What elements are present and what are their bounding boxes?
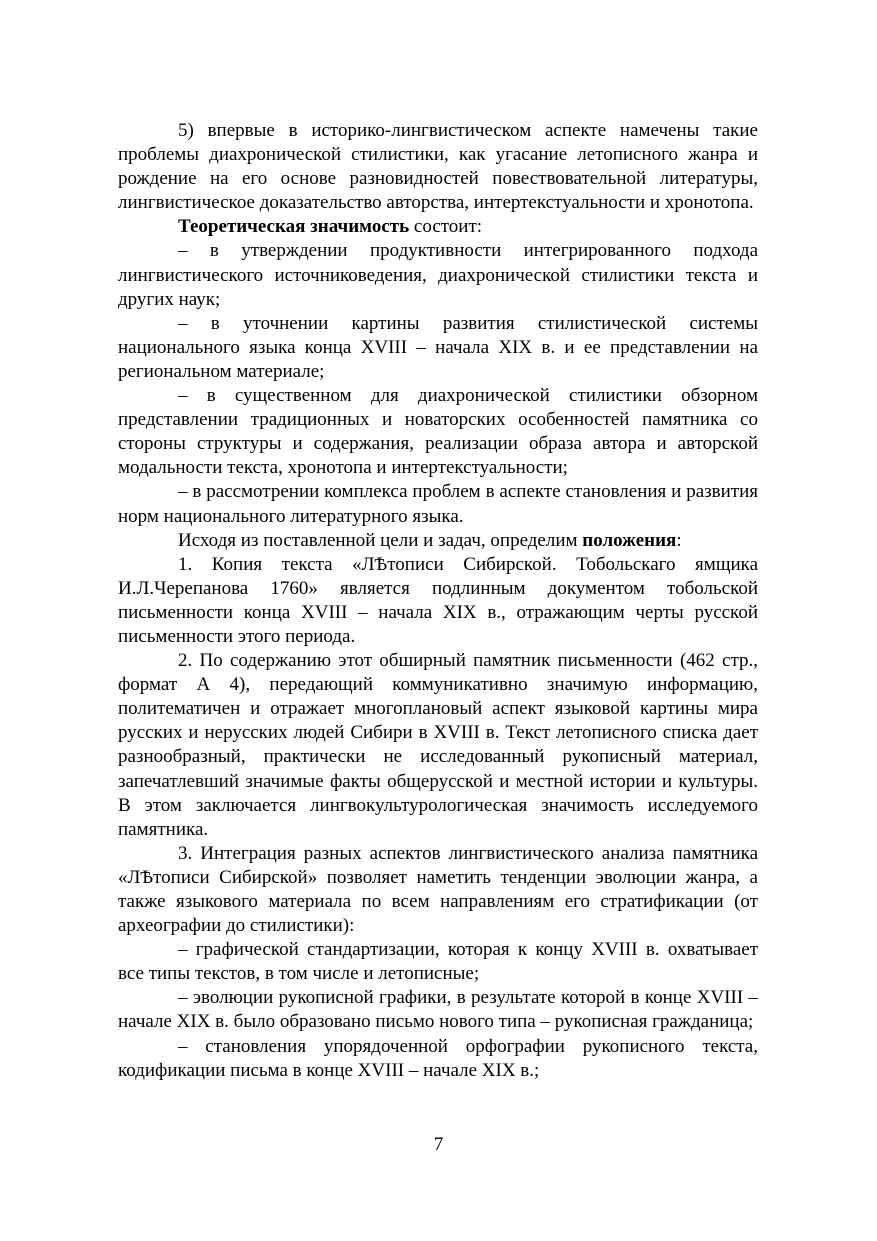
- paragraph-novelty-5: 5) впервые в историко-лингвистическом аспекте намечены такие проблемы диахронической стилистики, как угасание летописного жанра и рождение на его основе разновидностей повествовательной литературы, лингвистическое доказательство авторства, интертекстуальности и хронотопа.: [118, 120, 758, 214]
- page-number: 7: [433, 1134, 444, 1155]
- document-page: [118, 119, 758, 1083]
- paragraph-significance-item-3: – в существенном для диахронической стилистики обзорном представлении традиционных и новаторских особенностей памятника со стороны структуры и содержания, реализации образа автора и авторской модальности текста, хронотопа и интертекстуальности;: [118, 385, 758, 479]
- paragraph-significance-item-1: – в утверждении продуктивности интегрированного подхода лингвистического источниковедения, диахронической стилистики текста и других наук;: [118, 240, 758, 310]
- paragraph-position-1: 1. Копия текста «ЛѢтописи Сибирской. Тобольскаго ямщика И.Л.Черепанова 1760» является подлинным документом тобольской письменности конца XVIII – начала XIX в., отражающим черты русской письменности этого периода.: [118, 553, 758, 647]
- theoretical-significance-text: состоит:: [409, 216, 483, 238]
- paragraph-tendency-3: – становления упорядоченной орфографии рукописного текста, кодификации письма в конце XVIII – начале XIX в.;: [118, 1035, 758, 1081]
- paragraph-significance-item-4: – в рассмотрении комплекса проблем в аспекте становления и развития норм национального литературного языка.: [118, 481, 758, 527]
- positions-intro-text: Исходя из поставленной цели и задач, определим: [178, 529, 583, 551]
- positions-intro-tail: :: [676, 529, 682, 551]
- paragraph-tendency-2: – эволюции рукописной графики, в результате которой в конце XVIII – начале XIX в. было образовано письмо нового типа – рукописная гражданица;: [118, 987, 758, 1033]
- paragraph-position-3: 3. Интеграция разных аспектов лингвистического анализа памятника «ЛѢтописи Сибирской» позволяет наметить тенденции эволюции жанра, а также языкового материала по всем направлениям его стратификации (от археографии до стилистики):: [118, 842, 758, 937]
- paragraph-tendency-1: – графической стандартизации, которая к концу XVIII в. охватывает все типы текстов, в том числе и летописные;: [118, 939, 758, 985]
- paragraph-significance-item-2: – в уточнении картины развития стилистической системы национального языка конца XVIII – начала XIX в. и ее представлении на региональном материале;: [118, 312, 758, 382]
- paragraph-theoretical-significance: [118, 215, 758, 239]
- theoretical-significance-heading: Теоретическая значимость: [178, 216, 410, 238]
- paragraph-position-2: 2. По содержанию этот обширный памятник письменности (462 стр., формат А 4), передающий коммуникативно значимую информацию, политематичен и отражает многоплановый аспект языковой картины мира русских и нерусских людей Сибири в XVIII в. Текст летописного списка дает разнообразный, практически не исследованный рукописный материал, запечатлевший значимые факты общерусской и местной истории и культуры. В этом заключается лингвокультурологическая значимость исследуемого памятника.: [118, 650, 758, 840]
- paragraph-positions-intro: [118, 529, 758, 553]
- positions-heading: положения: [582, 529, 677, 551]
